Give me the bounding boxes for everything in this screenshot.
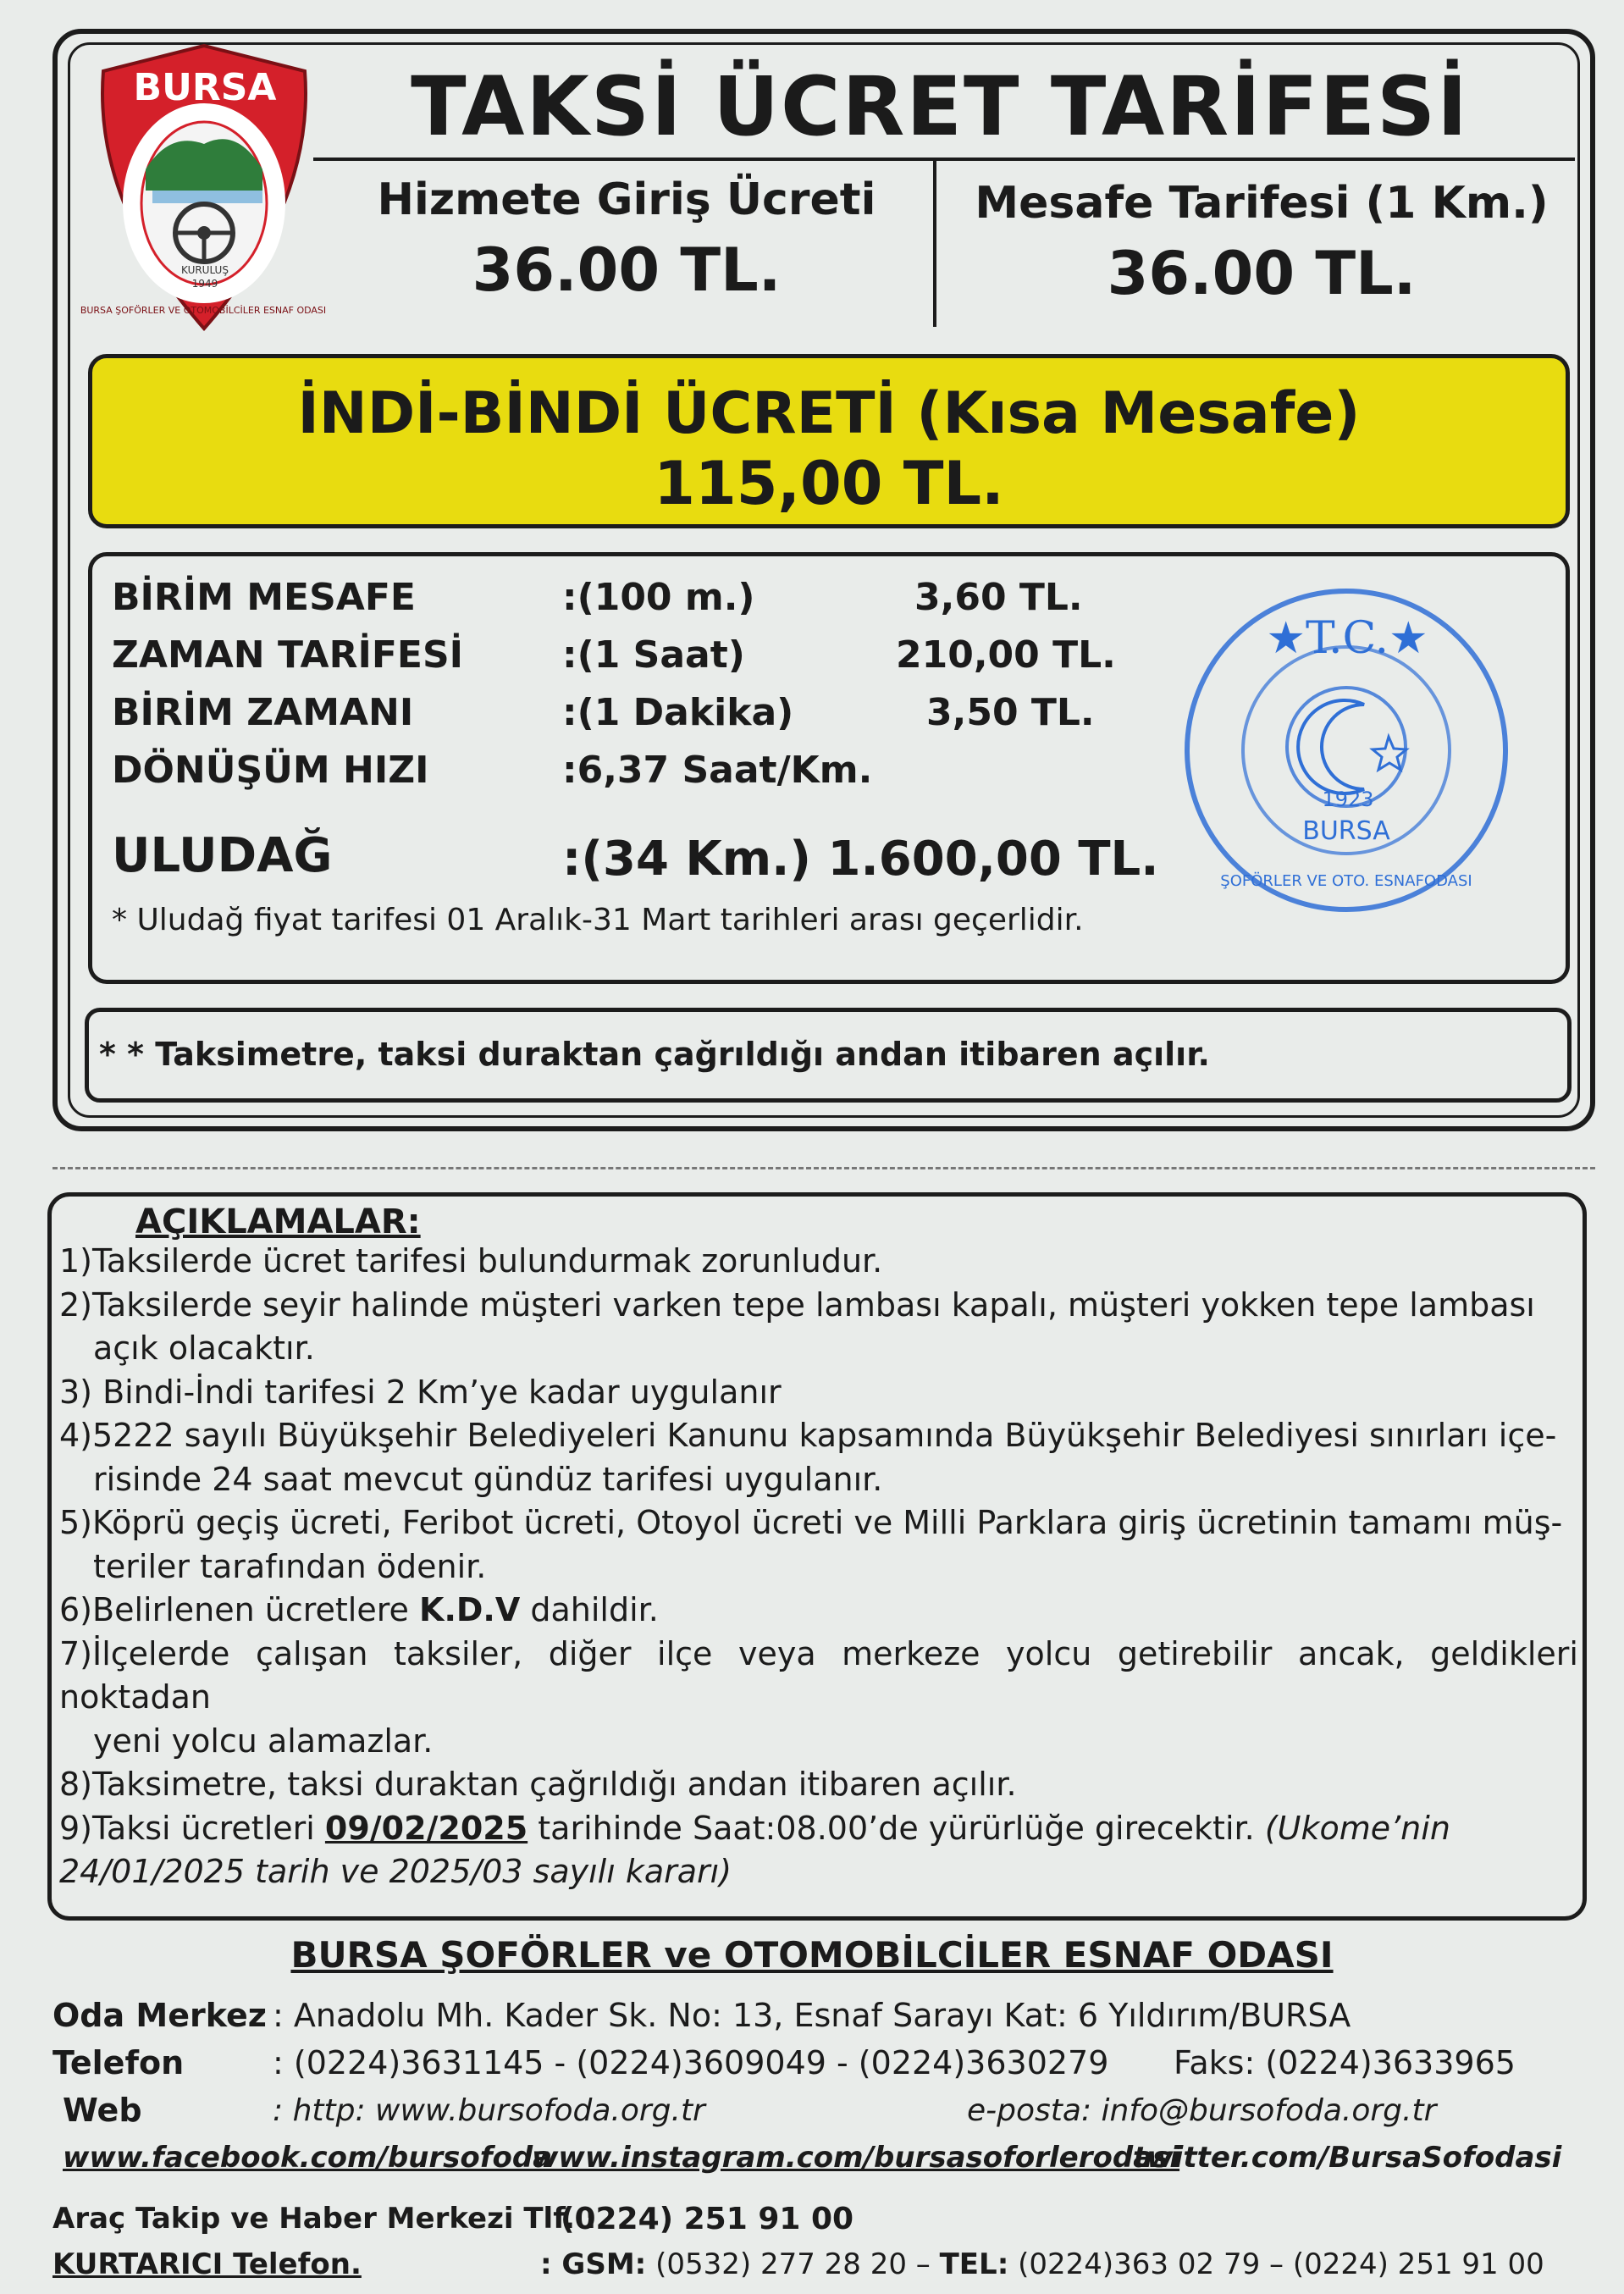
explanations-list: [59, 1240, 1578, 1894]
list-item: yeni yolcu alamazlar.: [93, 1722, 434, 1760]
stamp-top-text: ★T.C.★: [1266, 613, 1428, 664]
dashed-divider: [52, 1167, 1595, 1169]
list-item: 5)Köprü geçiş ücreti, Feribot ücreti, Otoyol ücreti ve Milli Parklara giriş ücretinin tamamı müş-: [59, 1504, 1563, 1541]
distance-fee-label: Mesafe Tarifesi (1 Km.): [975, 178, 1549, 229]
rate-unit: :(100 m.): [562, 576, 755, 619]
rate-label: BİRİM ZAMANI: [112, 691, 414, 734]
taximeter-note: * * Taksimetre, taksi duraktan çağrıldığı andan itibaren açılır.: [99, 1036, 1210, 1073]
logo-top-text: BURSA: [133, 66, 277, 109]
rate-price: 3,60 TL.: [914, 576, 1083, 619]
list-item: [59, 1589, 1578, 1633]
page-title: TAKSİ ÜCRET TARİFESİ: [411, 59, 1469, 154]
effective-date: 09/02/2025: [324, 1809, 528, 1847]
rate-price: 3,50 TL.: [926, 691, 1095, 734]
tracking-label: Araç Takip ve Haber Merkezi Tlf. :: [52, 2202, 597, 2236]
list-item: 1)Taksilerde ücret tarifesi bulundurmak zorunludur.: [59, 1242, 883, 1280]
rescue-tel[interactable]: (0224)363 02 79 – (0224) 251 91 00: [1018, 2247, 1544, 2281]
logo-ring-text: BURSA ŞOFÖRLER VE OTOMOBİLCİLER ESNAF ODASI: [80, 305, 327, 316]
rate-label: ZAMAN TARİFESİ: [112, 633, 464, 677]
short-ride-box: [88, 354, 1570, 528]
rate-unit: :(1 Dakika): [562, 691, 794, 734]
stamp-city: BURSA: [1302, 816, 1390, 846]
fax-value: Faks: (0224)3633965: [1174, 2044, 1516, 2081]
hq-label: Oda Merkez: [52, 1997, 267, 2034]
list-item: teriler tarafından ödenir.: [93, 1547, 487, 1585]
short-ride-label: İNDİ-BİNDİ ÜCRETİ (Kısa Mesafe): [297, 380, 1361, 447]
stamp-ring-text: ŞOFÖRLER VE OTO. ESNAFODASI: [1220, 872, 1472, 890]
list-item: 7)İlçelerde çalışan taksiler, diğer ilçe veya merkeze yolcu getirebilir ancak, geldikleri noktadan: [59, 1634, 1578, 1716]
rate-label: BİRİM MESAFE: [112, 576, 416, 619]
item6-text: 6)Belirlenen ücretlere: [59, 1591, 409, 1628]
item9-after: tarihinde Saat:08.00’de yürürlüğe girecektir.: [538, 1809, 1255, 1847]
web-label: Web: [63, 2092, 142, 2129]
uludag-value: :(34 Km.) 1.600,00 TL.: [562, 832, 1159, 887]
rate-price: 210,00 TL.: [896, 633, 1116, 677]
uludag-label: ULUDAĞ: [112, 828, 333, 883]
item9-italic: (Ukome’nin: [1264, 1809, 1450, 1847]
rescue-gsm[interactable]: (0532) 277 28 20 –: [655, 2247, 931, 2281]
instagram-link[interactable]: www.instagram.com/bursasoforlerodasi: [532, 2141, 1180, 2175]
list-item: 3) Bindi-İndi tarifesi 2 Km’ye kadar uygulanır: [59, 1373, 782, 1411]
rescue-label: KURTARICI Telefon.: [52, 2247, 362, 2281]
logo-year-text: 1949: [191, 278, 218, 290]
tracking-value[interactable]: (0224) 251 91 00: [561, 2202, 854, 2236]
explanations-title: AÇIKLAMALAR:: [135, 1202, 421, 1241]
taximeter-note-box: [85, 1008, 1572, 1103]
list-item: açık olacaktır.: [93, 1329, 315, 1367]
rate-label: DÖNÜŞÜM HIZI: [112, 749, 429, 792]
list-item: 8)Taksimetre, taksi duraktan çağrıldığı andan itibaren açılır.: [59, 1766, 1017, 1803]
list-item: 2)Taksilerde seyir halinde müşteri varken tepe lambası kapalı, müşteri yokken tepe lambası: [59, 1285, 1535, 1324]
email-value[interactable]: e-posta: info@bursofoda.org.tr: [967, 2093, 1437, 2128]
rescue-gsm-label: : GSM:: [540, 2247, 647, 2281]
service-fee-label: Hizmete Giriş Ücreti: [377, 174, 876, 225]
kdv-text: K.D.V: [419, 1591, 521, 1628]
list-item: risinde 24 saat mevcut gündüz tarifesi uygulanır.: [93, 1460, 883, 1498]
title-divider: [313, 158, 1575, 161]
item6-after: dahildir.: [530, 1591, 659, 1628]
fee-divider: [933, 161, 936, 327]
distance-fee-value: 36.00 TL.: [1107, 239, 1417, 308]
list-item: [59, 1807, 1578, 1851]
list-item: 24/01/2025 tarih ve 2025/03 sayılı kararı): [59, 1853, 732, 1890]
rate-unit: :6,37 Saat/Km.: [562, 749, 873, 792]
web-value[interactable]: : http: www.bursofoda.org.tr: [273, 2093, 705, 2128]
organization-name: BURSA ŞOFÖRLER ve OTOMOBİLCİLER ESNAF ODASI: [290, 1934, 1334, 1976]
service-fee-value: 36.00 TL.: [472, 235, 782, 305]
stamp-year: 1923: [1322, 788, 1374, 811]
short-ride-value: 115,00 TL.: [654, 449, 1004, 518]
logo-founded-text: KURULUŞ: [181, 264, 229, 276]
hq-value: : Anadolu Mh. Kader Sk. No: 13, Esnaf Sarayı Kat: 6 Yıldırım/BURSA: [273, 1997, 1351, 2034]
facebook-link[interactable]: www.facebook.com/bursofoda: [63, 2141, 553, 2175]
twitter-link[interactable]: twitter.com/BursaSofodasi: [1133, 2141, 1562, 2175]
item9-text: 9)Taksi ücretleri: [59, 1809, 315, 1847]
phone-label: Telefon: [52, 2044, 185, 2081]
rescue-tel-label: TEL:: [939, 2247, 1009, 2281]
phone-value[interactable]: : (0224)3631145 - (0224)3609049 - (0224)3630279: [273, 2044, 1109, 2081]
rate-unit: :(1 Saat): [562, 633, 745, 677]
list-item: 4)5222 sayılı Büyükşehir Belediyeleri Kanunu kapsamında Büyükşehir Belediyesi sınırları içe-: [59, 1417, 1557, 1454]
uludag-note: * Uludağ fiyat tarifesi 01 Aralık-31 Mart tarihleri arası geçerlidir.: [112, 903, 1084, 937]
rescue-line: [540, 2247, 1544, 2281]
